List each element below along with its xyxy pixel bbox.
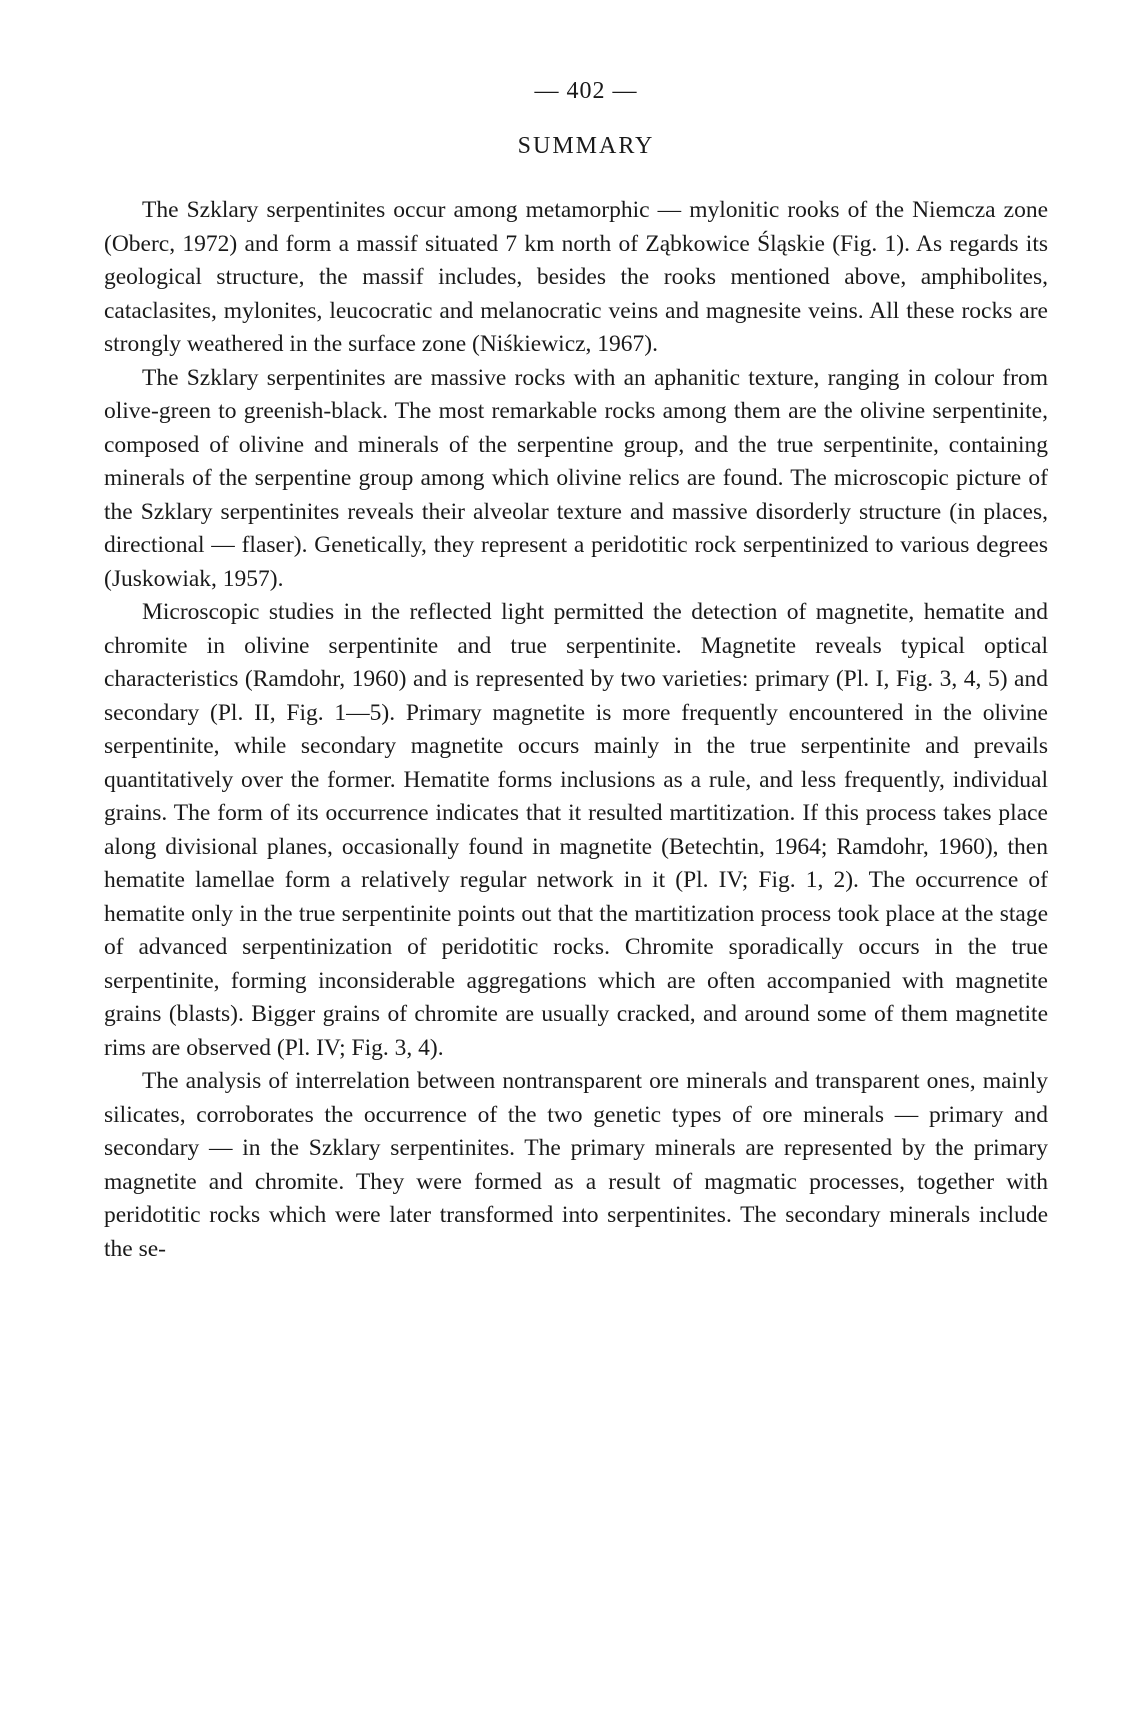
section-heading: SUMMARY: [517, 133, 655, 159]
page-number: — 402 —: [534, 78, 638, 104]
document-page: [104, 78, 1048, 1266]
paragraph-4: The analysis of interrelation between nontransparent ore minerals and transparent ones, mainly silicates, corroborates the occurrence of the two genetic types of ore minerals — primary and secondary — in the Szklary serpentinites. The primary minerals are represented by the primary magnetite and chromite. They were formed as a result of magmatic processes, together with peridotitic rocks which were later transformed into serpentinites. The secondary minerals include the se-: [104, 1068, 1048, 1262]
summary-body: [104, 194, 1048, 1266]
paragraph-1: The Szklary serpentinites occur among metamorphic — mylonitic rooks of the Niemcza zone (Oberc, 1972) and form a massif situated 7 km north of Ząbkowice Śląskie (Fig. 1). As regards its geological structure, the massif includes, besides the rooks mentioned above, amphibolites, cataclasites, mylonites, leucocratic and melanocratic veins and magnesite veins. All these rocks are strongly weathered in the surface zone (Niśkiewicz, 1967).: [104, 197, 1048, 357]
paragraph-2: The Szklary serpentinites are massive rocks with an aphanitic texture, ranging in colour from olive-green to greenish-black. The most remarkable rocks among them are the olivine serpentinite, composed of olivine and minerals of the serpentine group, and the true serpentinite, containing minerals of the serpentine group among which olivine relics are found. The microscopic picture of the Szklary serpentinites reveals their alveolar texture and massive disorderly structure (in places, directional — flaser). Genetically, they represent a peridotitic rock serpentinized to various degrees (Juskowiak, 1957).: [104, 364, 1048, 592]
paragraph-3: Microscopic studies in the reflected light permitted the detection of magnetite, hematite and chromite in olivine serpentinite and true serpentinite. Magnetite reveals typical optical characteristics (Ramdohr, 1960) and is represented by two varieties: primary (Pl. I, Fig. 3, 4, 5) and secondary (Pl. II, Fig. 1—5). Primary magnetite is more frequently encountered in the olivine serpentinite, while secondary magnetite occurs mainly in the true serpentinite and prevails quantitatively over the former. Hematite forms inclusions as a rule, and less frequently, individual grains. The form of its occurrence indicates that it resulted martitization. If this process takes place along divisional planes, occasionally found in magnetite (Betechtin, 1964; Ramdohr, 1960), then hematite lamellae form a relatively regular network in it (Pl. IV; Fig. 1, 2). The occurrence of hematite only in the true serpentinite points out that the martitization process took place at the stage of advanced serpentinization of peridotitic rocks. Chromite sporadically occurs in the true serpentinite, forming inconsiderable aggregations which are often accompanied with magnetite grains (blasts). Bigger grains of chromite are usually cracked, and around some of them magnetite rims are observed (Pl. IV; Fig. 3, 4).: [104, 599, 1048, 1061]
